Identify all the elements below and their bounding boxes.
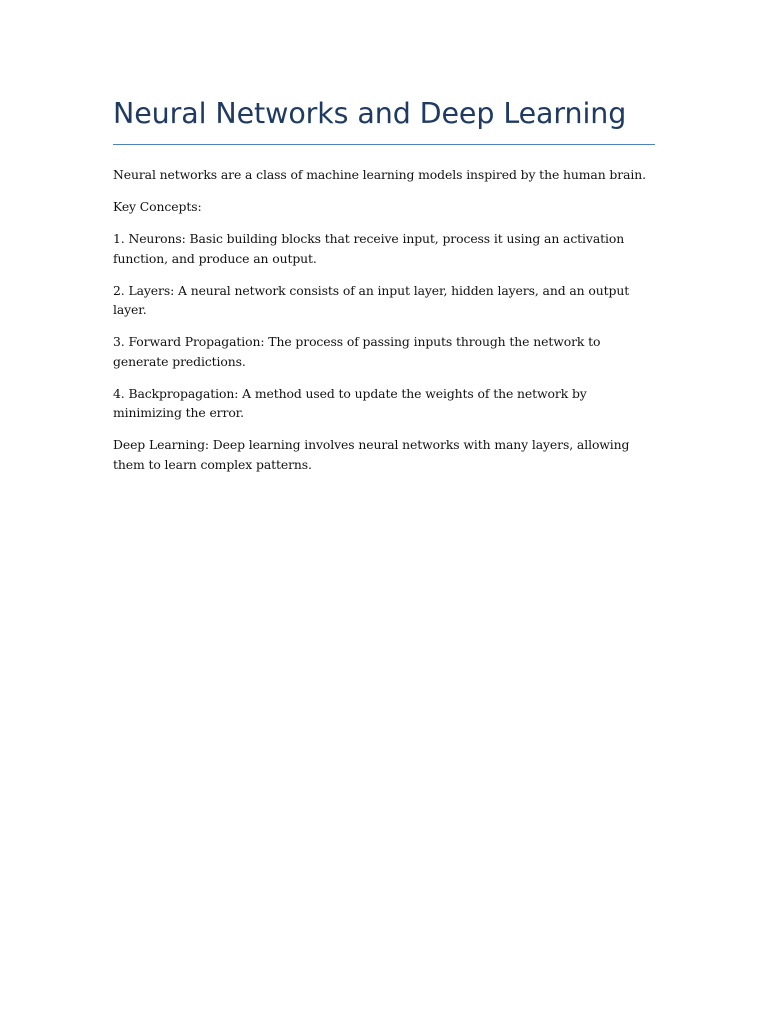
title-underline [113, 144, 655, 145]
document-page [113, 92, 655, 487]
concept-neurons: 1. Neurons: Basic building blocks that receive input, process it using an activation function, and produce an output. [113, 231, 625, 266]
concept-forward-propagation: 3. Forward Propagation: The process of passing inputs through the network to generate predictions. [113, 334, 601, 369]
concept-backpropagation: 4. Backpropagation: A method used to update the weights of the network by minimizing the error. [113, 385, 587, 420]
document-title: Neural Networks and Deep Learning [113, 97, 627, 130]
key-concepts-heading: Key Concepts: [113, 199, 202, 214]
deep-learning-paragraph: Deep Learning: Deep learning involves neural networks with many layers, allowing them to learn complex patterns. [113, 437, 630, 472]
concept-layers: 2. Layers: A neural network consists of an input layer, hidden layers, and an output layer. [113, 282, 630, 317]
intro-paragraph: Neural networks are a class of machine learning models inspired by the human brain. [113, 167, 646, 182]
